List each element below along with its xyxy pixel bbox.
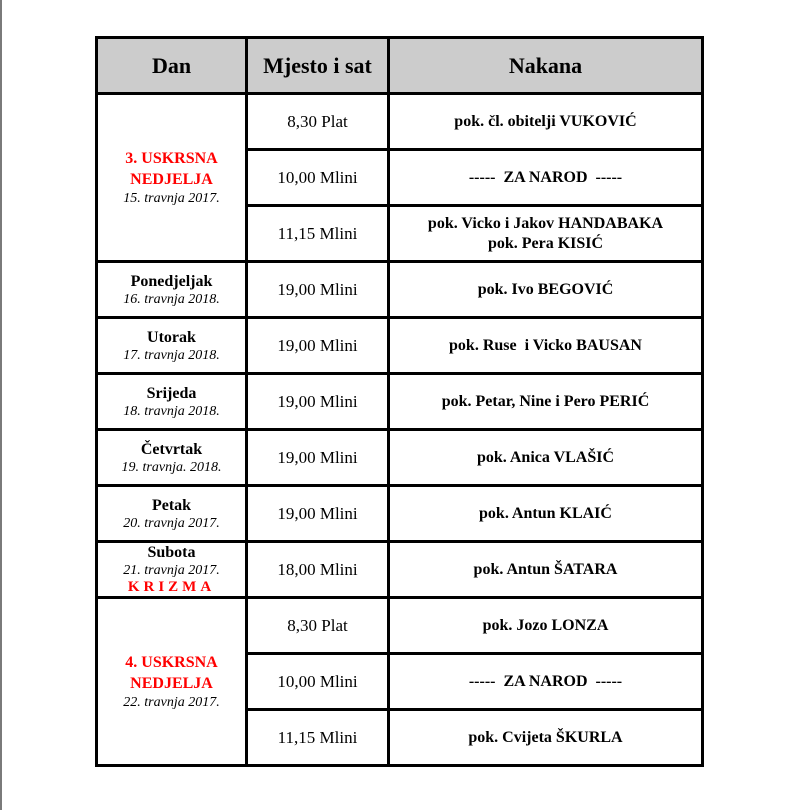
place-time-cell: 11,15 Mlini — [247, 710, 389, 766]
intention-cell — [389, 150, 703, 206]
intention-text: pok. Vicko i Jakov HANDABAKA — [427, 214, 664, 232]
day-name: Srijeda — [146, 384, 197, 402]
place-time-cell: 19,00 Mlini — [247, 374, 389, 430]
day-date: 20. travnja 2017. — [123, 515, 220, 531]
table-row — [97, 486, 703, 542]
table-row — [97, 430, 703, 486]
intention-text: pok. Jozo LONZA — [482, 616, 609, 634]
day-name: Četvrtak — [140, 440, 203, 458]
table-row — [97, 94, 703, 150]
day-cell — [97, 430, 247, 486]
intention-cell — [389, 710, 703, 766]
day-date: 19. travnja. 2018. — [121, 459, 222, 475]
day-date: 22. travnja 2017. — [123, 695, 220, 710]
intention-cell: pok. Antun KLAIĆ — [389, 486, 703, 542]
header-day: Dan — [97, 38, 247, 94]
day-date: 18. travnja 2018. — [123, 403, 220, 419]
day-name: Ponedjeljak — [130, 272, 213, 290]
intention-cell: pok. Anica VLAŠIĆ — [389, 430, 703, 486]
intention-text: pok. čl. obitelji VUKOVIĆ — [454, 112, 637, 130]
place-time-cell: 8,30 Plat — [247, 94, 389, 150]
day-date: 16. travnja 2018. — [123, 291, 220, 307]
place-time-cell: 19,00 Mlini — [247, 430, 389, 486]
intention-cell — [389, 206, 703, 262]
place-time-cell: 8,30 Plat — [247, 598, 389, 654]
day-name: Petak — [151, 496, 192, 514]
page-edge — [0, 0, 2, 810]
day-cell-sunday-2 — [97, 598, 247, 766]
mass-schedule-table — [95, 36, 704, 767]
intention-cell — [389, 654, 703, 710]
table-row — [97, 598, 703, 654]
intention-text: ----- ZA NAROD ----- — [468, 168, 623, 186]
day-date: 15. travnja 2017. — [123, 191, 220, 206]
day-cell — [97, 262, 247, 318]
intention-cell: pok. Antun ŠATARA — [389, 542, 703, 598]
table-row — [97, 318, 703, 374]
place-time-cell: 10,00 Mlini — [247, 654, 389, 710]
place-time-cell: 18,00 Mlini — [247, 542, 389, 598]
header-intention: Nakana — [389, 38, 703, 94]
day-cell — [97, 542, 247, 598]
place-time-cell: 19,00 Mlini — [247, 318, 389, 374]
intention-cell — [389, 598, 703, 654]
day-name: Subota — [147, 544, 196, 561]
day-date: 21. travnja 2017. — [123, 563, 220, 578]
table-row — [97, 262, 703, 318]
day-name: Utorak — [147, 328, 196, 346]
place-time-cell: 10,00 Mlini — [247, 150, 389, 206]
day-cell — [97, 486, 247, 542]
intention-text: ----- ZA NAROD ----- — [468, 672, 623, 690]
intention-cell: pok. Ivo BEGOVIĆ — [389, 262, 703, 318]
sunday-title-line2: NEDJELJA — [130, 675, 213, 692]
header-row — [97, 38, 703, 94]
sunday-title-line1: 4. USKRSNA — [125, 654, 218, 671]
intention-text: pok. Cvijeta ŠKURLA — [468, 728, 623, 746]
intention-cell: pok. Ruse i Vicko BAUSAN — [389, 318, 703, 374]
place-time-cell: 11,15 Mlini — [247, 206, 389, 262]
intention-cell: pok. Petar, Nine i Pero PERIĆ — [389, 374, 703, 430]
sunday-title-line1: 3. USKRSNA — [125, 150, 218, 167]
day-cell — [97, 318, 247, 374]
day-date: 17. travnja 2018. — [123, 347, 220, 363]
place-time-cell: 19,00 Mlini — [247, 486, 389, 542]
intention-text: pok. Pera KISIĆ — [487, 234, 604, 252]
header-place-time: Mjesto i sat — [247, 38, 389, 94]
confirmation-note: KRIZMA — [127, 579, 216, 595]
intention-cell — [389, 94, 703, 150]
table-row — [97, 542, 703, 598]
table-row — [97, 374, 703, 430]
sunday-title-line2: NEDJELJA — [130, 171, 213, 188]
place-time-cell: 19,00 Mlini — [247, 262, 389, 318]
day-cell-sunday-1 — [97, 94, 247, 262]
day-cell — [97, 374, 247, 430]
